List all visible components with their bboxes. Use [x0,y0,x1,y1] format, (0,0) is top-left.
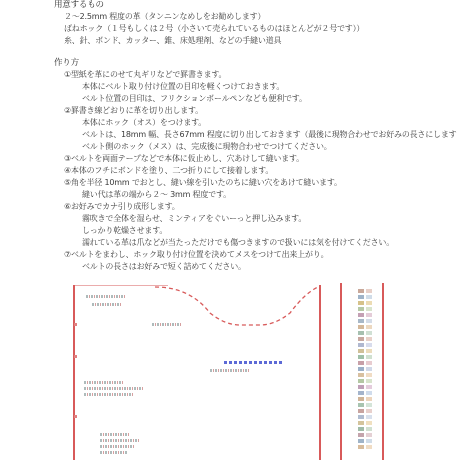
stitch-mark [74,415,77,418]
blurred-label [100,433,130,436]
step-line: 濡れている革は爪などが当たっただけでも傷つきますので扱いには気を付けてください。 [82,238,394,247]
step-line: ⑥お好みでカナ引り成形します。 [64,202,180,211]
blue-mark [224,361,284,364]
step-line: ③ベルトを両面テープなどで本体に仮止めし、穴あけして縫います。 [64,154,304,163]
blurred-label [210,369,250,372]
step-line: 霧吹きで全体を湿らせ、ミンティアをぐいーっと押し込みます。 [82,214,307,223]
pattern-sheet [0,275,460,460]
materials-line: ばねホック（１号もしくは２号（小さいて売られているものはほとんどが２号です）） [64,24,365,33]
blurred-label [86,295,126,298]
blurred-label [100,439,140,442]
step-line: ベルトは、18mm 幅、長さ67mm 程度に切り出しておきます（最後に現物合わせでお好みの長さにします [82,130,457,139]
belt-outline-right [382,283,384,460]
blurred-label [152,323,182,326]
stitch-mark [74,355,77,358]
step-line: 本体にホック（オス）をつけます。 [82,118,207,127]
blurred-label [84,393,134,396]
step-line: 本体にベルト取り付け位置の目印を軽くつけておきます。 [82,82,285,91]
step-line: ベルト位置の目印は、フリクションボールペンなども便利です。 [82,94,307,103]
materials-line: ２～2.5mm 程度の革（タンニンなめしをお勧めします） [64,12,266,21]
blurred-label [92,303,122,306]
step-line: しっかり乾燥させます。 [82,226,168,235]
step-line: ②罫書き線どおりに革を切り出します。 [64,106,203,115]
step-line: ベルト側のホック（メス）は、完成後に現物合わせでつけてください。 [82,142,332,151]
belt-outline-left [340,283,342,460]
materials-line: 糸、針、ボンド、カッター、錐、床処理剤、などの手縫い道具 [64,36,282,45]
blurred-label [100,445,135,448]
materials-heading: 用意するもの [54,0,104,10]
blurred-label [84,381,124,384]
pattern-outline-left [73,285,75,460]
pattern-outline-right [319,285,321,460]
step-line: ①型紙を革にのせて丸ギリなどで罫書きます。 [64,70,227,79]
step-line: ⑤角を半径 10mm でおとし、縫い線を引いたのちに縫い穴をあけて縫います。 [64,178,342,187]
blurred-label [84,387,144,390]
step-line: 縫い代は革の端から２～ 3mm 程度です。 [82,190,231,199]
belt-label-column [366,289,372,451]
belt-label-column [358,289,364,451]
stitch-mark [74,323,77,326]
step-line: ④本体のフチにボンドを塗り、二つ折りにして接着します。 [64,166,274,175]
step-line: ⑦ベルトをまわし、ホック取り付け位置を決めてメスをつけて出来上がり。 [64,250,329,259]
step-line: ベルトの長さはお好みで短く詰めてください。 [82,262,246,271]
pattern-notch-curve [150,283,320,328]
blurred-label [100,451,128,454]
steps-heading: 作り方 [54,58,79,68]
